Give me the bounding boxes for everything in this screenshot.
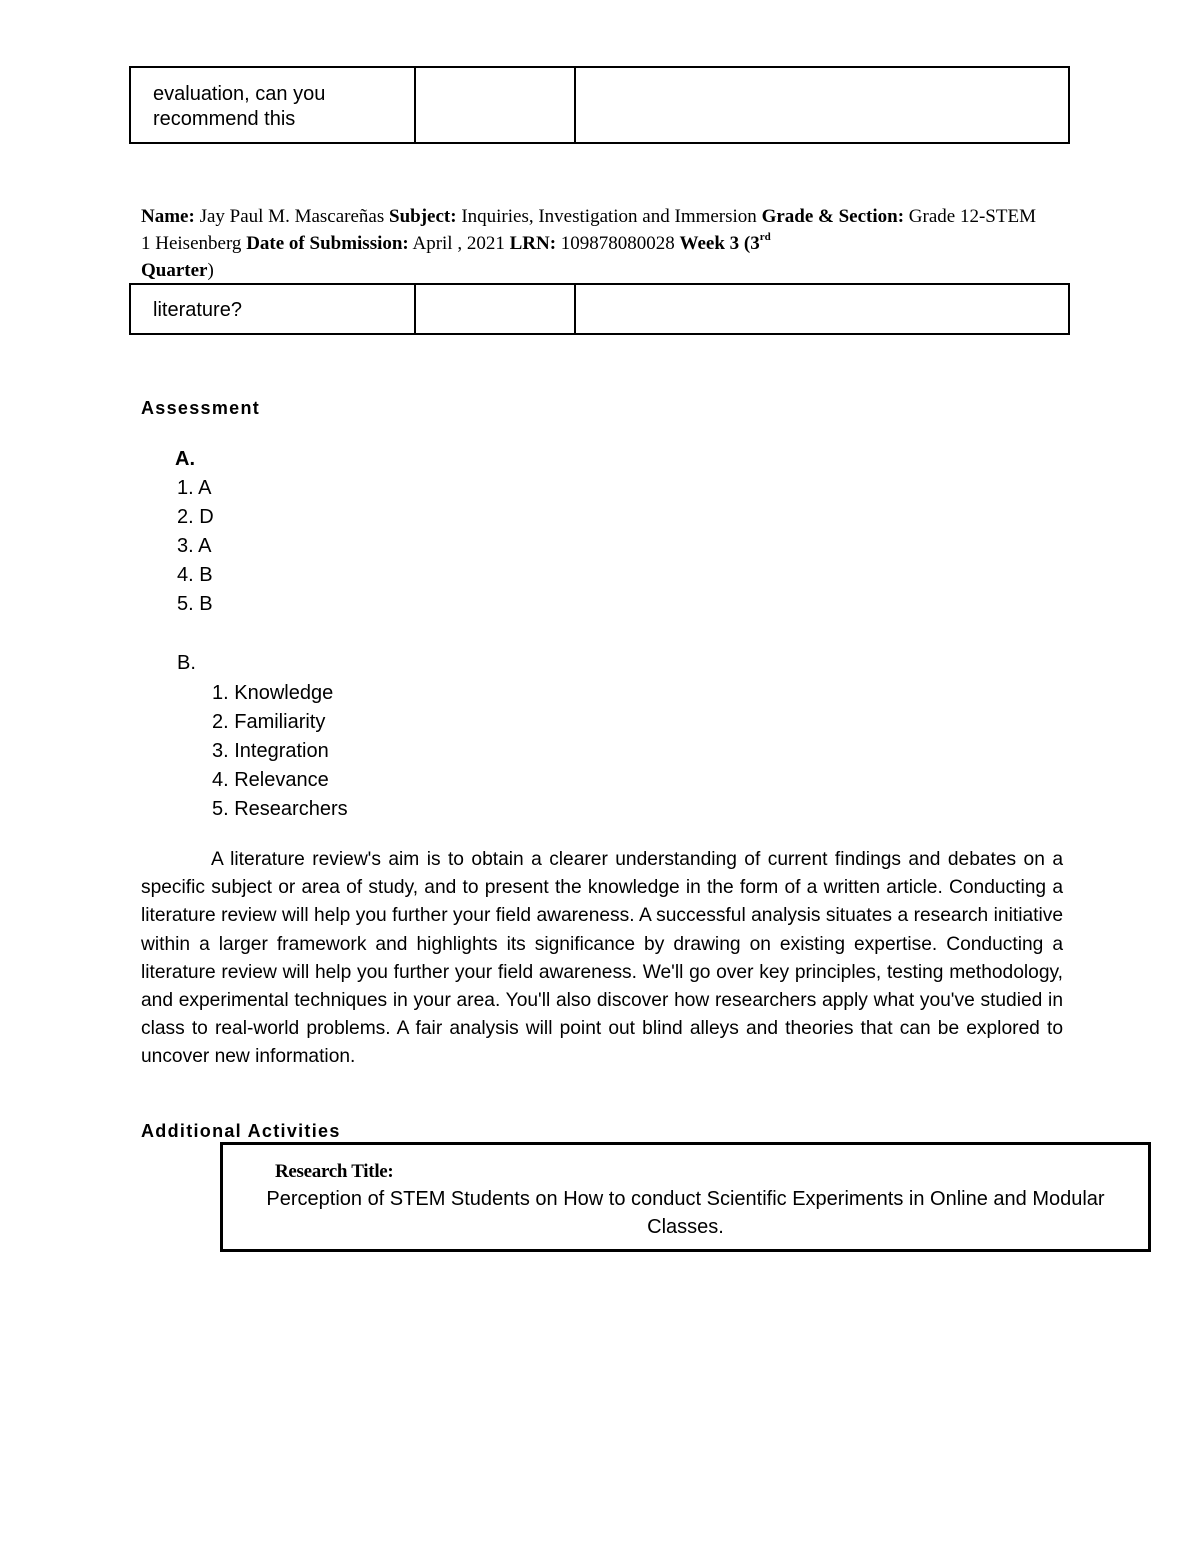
part-b-list [212, 679, 348, 824]
table-cell [131, 68, 414, 142]
table-cell [416, 285, 574, 333]
table-cell-text [576, 285, 1068, 299]
table-cell-text: literature? [153, 299, 242, 321]
table-cell [416, 68, 574, 142]
table-cell-text: evaluation, can you recommend this [153, 83, 326, 130]
name-label: Name: [141, 206, 195, 227]
date-value: April , 2021 [412, 233, 505, 254]
part-a-list [177, 474, 214, 619]
subject-value: Inquiries, Investigation and Immersion [461, 206, 757, 227]
list-item: 5. B [177, 593, 213, 615]
additional-activities-heading: Additional Activities [141, 1121, 341, 1141]
table-cell-text [416, 68, 574, 82]
lrn-value: 109878080028 [560, 233, 675, 254]
week-label: Week 3 (3 [679, 233, 760, 254]
list-item: 2. Familiarity [212, 711, 326, 733]
week-superscript: rd [759, 230, 771, 243]
research-title-box [220, 1142, 1151, 1252]
list-item: 5. Researchers [212, 798, 348, 820]
list-item: 1. A [177, 477, 212, 499]
research-title-text: Perception of STEM Students on How to conduct Scientific Experiments in Online and Modular Classes. [266, 1188, 1105, 1238]
evaluation-table-top [129, 66, 1070, 144]
evaluation-table-bottom [129, 283, 1070, 335]
grade-label: Grade & Section: [761, 206, 905, 227]
table-cell-text [416, 285, 574, 299]
part-a-label: A. [175, 448, 195, 470]
list-item: 4. Relevance [212, 769, 329, 791]
subject-label: Subject: [389, 206, 457, 227]
table-cell [576, 68, 1068, 142]
grade-value: Grade 12-STEM 1 Heisenberg [141, 206, 1036, 254]
assessment-heading: Assessment [141, 398, 261, 418]
list-item: 3. Integration [212, 740, 329, 762]
list-item: 1. Knowledge [212, 682, 334, 704]
quarter-label: Quarter [141, 260, 208, 281]
list-item: 4. B [177, 564, 213, 586]
paragraph-text: A literature review's aim is to obtain a clearer understanding of current findings and debates on a specific subject or area of study, and to present the knowledge in the form of a written article. Conducting a literature review will help you further your field awareness. A successful analysis situates a research initiative within a larger framework and highlights its significance by drawing on existing expertise. Conducting a literature review will help you further your field awareness. We'll go over key principles, testing methodology, and experimental techniques in your area. You'll also discover how researchers apply what you've studied in class to real-world problems. A fair analysis will point out blind alleys and theories that can be explored to uncover new information. [141, 849, 1063, 1068]
part-b-label: B. [177, 652, 196, 674]
table-cell [131, 285, 414, 333]
quarter-close: ) [207, 260, 214, 281]
date-label: Date of Submission: [246, 233, 409, 254]
list-item: 3. A [177, 535, 212, 557]
literature-review-paragraph [141, 846, 1063, 1072]
student-name: Jay Paul M. Mascareñas [199, 206, 385, 227]
lrn-label: LRN: [509, 233, 557, 254]
table-cell [576, 285, 1068, 333]
research-title-label: Research Title: [275, 1161, 394, 1182]
table-cell-text [576, 68, 1068, 82]
student-info [141, 203, 1041, 284]
list-item: 2. D [177, 506, 214, 528]
